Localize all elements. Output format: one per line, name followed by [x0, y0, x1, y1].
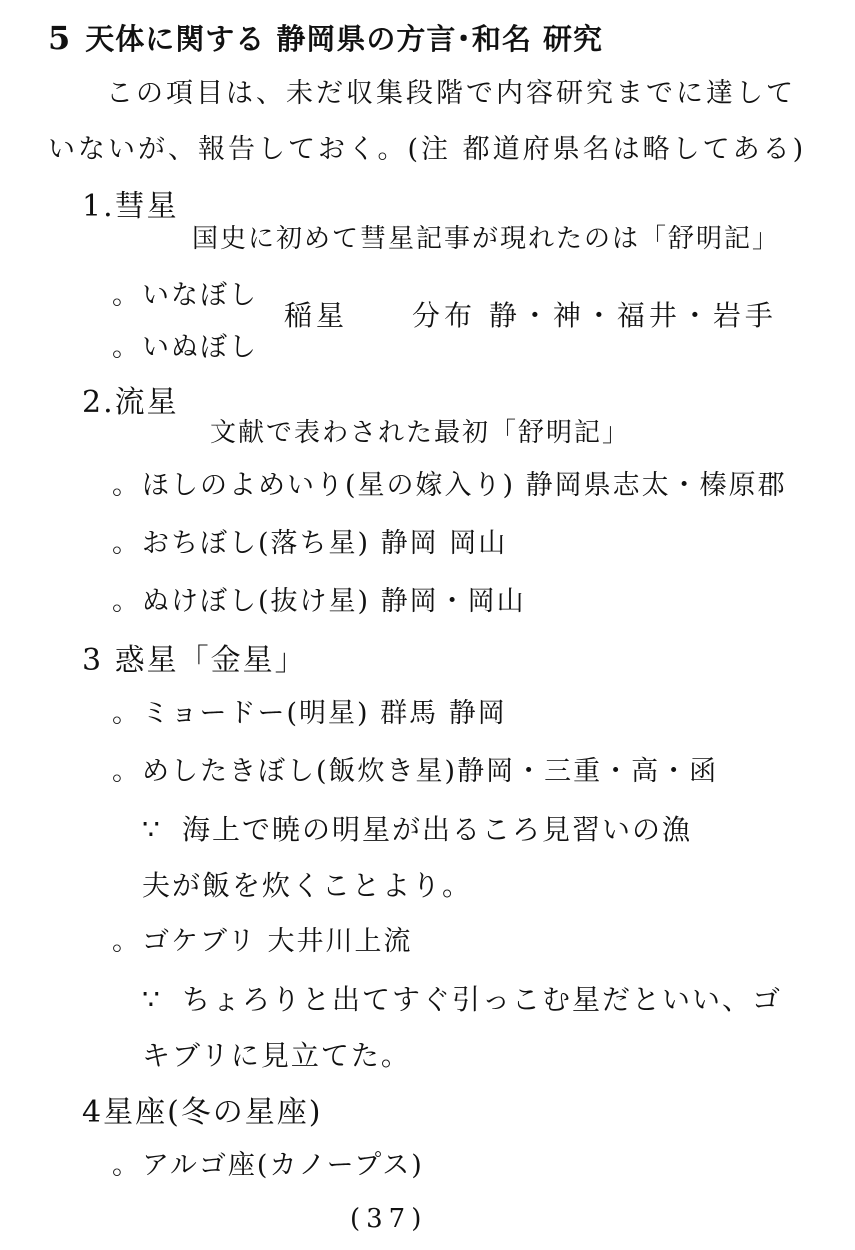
intro-line-1: この項目は、未だ収集段階で内容研究までに達して — [106, 78, 796, 109]
section-heading-planet: 3 惑星「金星」 — [82, 643, 307, 678]
section-note-comet: 国史に初めて彗星記事が現れたのは「舒明記」 — [192, 224, 781, 254]
section-note-meteor: 文献で表わされた最初「舒明記」 — [210, 418, 631, 448]
list-item: 夫が飯を炊くことより。 — [142, 869, 473, 902]
section-heading-constellation: 4星座(冬の星座) — [82, 1095, 323, 1130]
bullet: 。 — [112, 926, 141, 957]
list-item: 。おちぼし(落ち星) 静岡 岡山 — [112, 528, 508, 559]
shared-name: 稲星 — [284, 299, 349, 332]
title-number: 5 — [48, 19, 72, 57]
page-title — [48, 19, 603, 57]
bullet: 。 — [112, 586, 141, 617]
list-item: キブリに見立てた。 — [142, 1039, 411, 1072]
bullet: 。 — [112, 756, 141, 787]
bullet: 。 — [112, 1150, 141, 1181]
list-item: 。ぬけぼし(抜け星) 静岡・岡山 — [112, 586, 526, 617]
list-item: ∵ 海上で暁の明星が出るころ見習いの漁 — [142, 813, 693, 846]
title-text: 天体に関する 静岡県の方言･和名 研究 — [85, 22, 603, 56]
list-item: 。いなぼし — [112, 280, 258, 311]
page-number: (37) — [350, 1204, 428, 1234]
section-heading-comet: 1.彗星 — [82, 189, 179, 224]
bullet: 。 — [112, 332, 141, 363]
list-item: ∵ ちょろりと出てすぐ引っこむ星だといい、ゴ — [142, 983, 783, 1016]
because-mark: ∵ — [142, 983, 162, 1016]
bullet: 。 — [112, 528, 141, 559]
list-item: 。ゴケブリ 大井川上流 — [112, 926, 413, 957]
shared-distribution: 分布 静・神・福井・岩手 — [412, 299, 777, 332]
bullet: 。 — [112, 698, 141, 729]
list-item: 。ほしのよめいり(星の嫁入り) 静岡県志太・榛原郡 — [112, 470, 787, 501]
list-item: 。ミョードー(明星) 群馬 静岡 — [112, 698, 507, 729]
list-item: 。アルゴ座(カノープス) — [112, 1150, 424, 1181]
bullet: 。 — [112, 280, 141, 311]
list-item: 。いぬぼし — [112, 332, 258, 363]
bullet: 。 — [112, 470, 141, 501]
section-heading-meteor: 2.流星 — [82, 385, 179, 420]
because-mark: ∵ — [142, 813, 162, 846]
list-item: 。めしたきぼし(飯炊き星)静岡・三重・高・函 — [112, 756, 719, 787]
intro-line-2: いないが、報告しておく。(注 都道府県名は略してある) — [48, 134, 807, 165]
